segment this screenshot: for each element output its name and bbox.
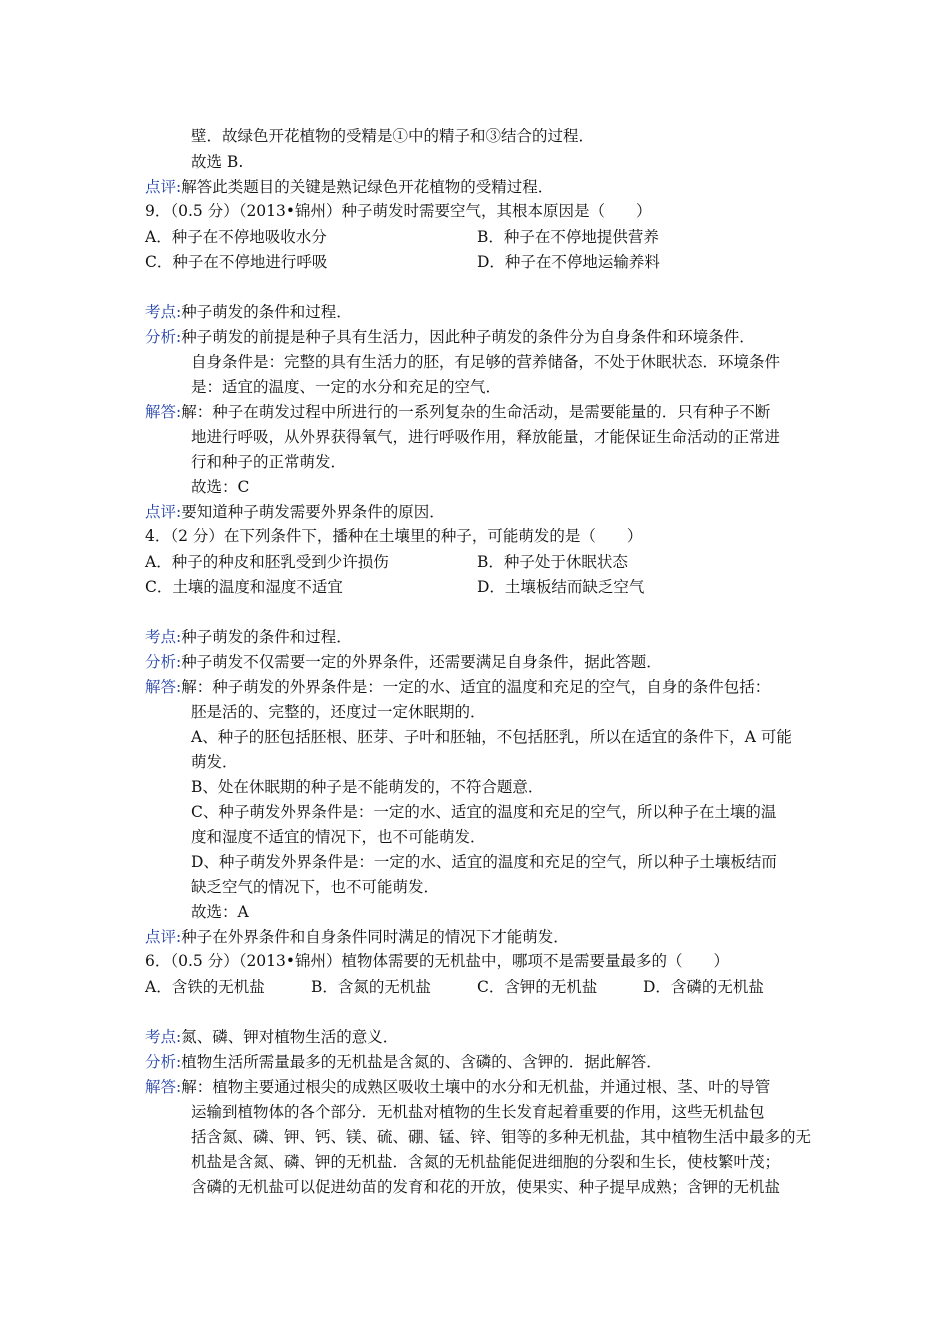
- key-point-text: 种子萌发的条件和过程．: [181, 303, 352, 321]
- answer-label: 解答:: [145, 678, 182, 696]
- text-line: 是：适宜的温度、一定的水分和充足的空气．: [191, 378, 502, 396]
- text-line: 故选 B.: [191, 153, 244, 171]
- comment-text: 解答此类题目的关键是熟记绿色开花植物的受精过程．: [181, 178, 554, 196]
- key-point-line: [145, 302, 352, 322]
- comment-label: 点评:: [145, 503, 182, 521]
- option-a: A．种子的种皮和胚乳受到少许损伤: [145, 553, 389, 571]
- analysis-line: [145, 1052, 662, 1072]
- option-c: C．种子在不停地进行呼吸: [145, 253, 328, 271]
- comment-text: 要知道种子萌发需要外界条件的原因．: [181, 503, 445, 521]
- key-point-line: [145, 1027, 398, 1047]
- analysis-text: 种子萌发的前提是种子具有生活力，因此种子萌发的条件分为自身条件和环境条件．: [181, 328, 755, 346]
- analysis-line: [145, 652, 662, 672]
- text-line: 度和湿度不适宜的情况下，也不可能萌发．: [191, 828, 486, 846]
- option-d: D．土壤板结而缺乏空气: [477, 578, 645, 596]
- comment-label: 点评:: [145, 178, 182, 196]
- comment-line: [145, 177, 553, 197]
- text-line: 故选：A: [191, 903, 249, 921]
- answer-line: [145, 402, 770, 422]
- option-b: B．种子处于休眠状态: [477, 553, 628, 571]
- option-c: C．含钾的无机盐: [477, 978, 598, 996]
- text-line: 行和种子的正常萌发．: [191, 453, 347, 471]
- answer-label: 解答:: [145, 403, 182, 421]
- question-9: 9．（0.5 分）（2013•锦州）种子萌发时需要空气，其根本原因是（ ）: [145, 202, 652, 220]
- text-line: B、处在休眠期的种子是不能萌发的，不符合题意．: [191, 778, 544, 796]
- key-point-text: 氮、磷、钾对植物生活的意义．: [181, 1028, 399, 1046]
- answer-label: 解答:: [145, 1078, 182, 1096]
- text-line: 缺乏空气的情况下，也不可能萌发．: [191, 878, 440, 896]
- analysis-text: 种子萌发不仅需要一定的外界条件，还需要满足自身条件，据此答题．: [181, 653, 662, 671]
- key-point-label: 考点:: [145, 303, 182, 321]
- option-a: A．种子在不停地吸收水分: [145, 228, 327, 246]
- analysis-label: 分析:: [145, 1053, 182, 1071]
- text-line: 括含氮、磷、钾、钙、镁、硫、硼、锰、锌、钼等的多种无机盐，其中植物生活中最多的无: [191, 1128, 812, 1146]
- text-line: A、种子的胚包括胚根、胚芽、子叶和胚轴，不包括胚乳，所以在适宜的条件下，A 可能: [191, 728, 792, 746]
- key-point-line: [145, 627, 352, 647]
- analysis-line: [145, 327, 755, 347]
- answer-text: 解：种子在萌发过程中所进行的一系列复杂的生命活动，是需要能量的．只有种子不断: [181, 403, 771, 421]
- text-line: D、种子萌发外界条件是：一定的水、适宜的温度和充足的空气，所以种子土壤板结而: [191, 853, 777, 871]
- text-line: 故选：C: [191, 478, 250, 496]
- text-line: 壁．故绿色开花植物的受精是①中的精子和③结合的过程．: [191, 127, 595, 145]
- key-point-label: 考点:: [145, 628, 182, 646]
- answer-line: [145, 677, 770, 697]
- comment-line: [145, 502, 445, 522]
- option-d: D．含磷的无机盐: [643, 978, 764, 996]
- key-point-text: 种子萌发的条件和过程．: [181, 628, 352, 646]
- comment-label: 点评:: [145, 928, 182, 946]
- key-point-label: 考点:: [145, 1028, 182, 1046]
- comment-line: [145, 927, 569, 947]
- text-line: 萌发．: [191, 753, 238, 771]
- question-6: 6．（0.5 分）（2013•锦州）植物体需要的无机盐中，哪项不是需要量最多的（ ）: [145, 952, 730, 970]
- text-line: 机盐是含氮、磷、钾的无机盐．含氮的无机盐能促进细胞的分裂和生长，使枝繁叶茂；: [191, 1153, 781, 1171]
- answer-text: 解：植物主要通过根尖的成熟区吸收土壤中的水分和无机盐，并通过根、茎、叶的导管: [181, 1078, 771, 1096]
- text-line: 运输到植物体的各个部分．无机盐对植物的生长发育起着重要的作用，这些无机盐包: [191, 1103, 765, 1121]
- text-line: 地进行呼吸，从外界获得氧气，进行呼吸作用，释放能量，才能保证生命活动的正常进: [191, 428, 781, 446]
- option-b: B．种子在不停地提供营养: [477, 228, 659, 246]
- analysis-label: 分析:: [145, 328, 182, 346]
- question-4: 4．（2 分）在下列条件下，播种在土壤里的种子，可能萌发的是（ ）: [145, 527, 643, 545]
- analysis-text: 植物生活所需量最多的无机盐是含氮的、含磷的、含钾的．据此解答．: [181, 1053, 662, 1071]
- answer-text: 解：种子萌发的外界条件是：一定的水、适宜的温度和充足的空气，自身的条件包括：: [181, 678, 771, 696]
- option-b: B．含氮的无机盐: [311, 978, 431, 996]
- text-line: 含磷的无机盐可以促进幼苗的发育和花的开放，使果实、种子提早成熟；含钾的无机盐: [191, 1178, 781, 1196]
- answer-line: [145, 1077, 770, 1097]
- comment-text: 种子在外界条件和自身条件同时满足的情况下才能萌发．: [181, 928, 569, 946]
- option-d: D．种子在不停地运输养料: [477, 253, 660, 271]
- option-c: C．土壤的温度和湿度不适宜: [145, 578, 343, 596]
- text-line: 自身条件是：完整的具有生活力的胚，有足够的营养储备，不处于休眠状态．环境条件: [191, 353, 781, 371]
- text-line: C、种子萌发外界条件是：一定的水、适宜的温度和充足的空气，所以种子在土壤的温: [191, 803, 777, 821]
- text-line: 胚是活的、完整的，还度过一定休眠期的．: [191, 703, 486, 721]
- analysis-label: 分析:: [145, 653, 182, 671]
- option-a: A．含铁的无机盐: [145, 978, 265, 996]
